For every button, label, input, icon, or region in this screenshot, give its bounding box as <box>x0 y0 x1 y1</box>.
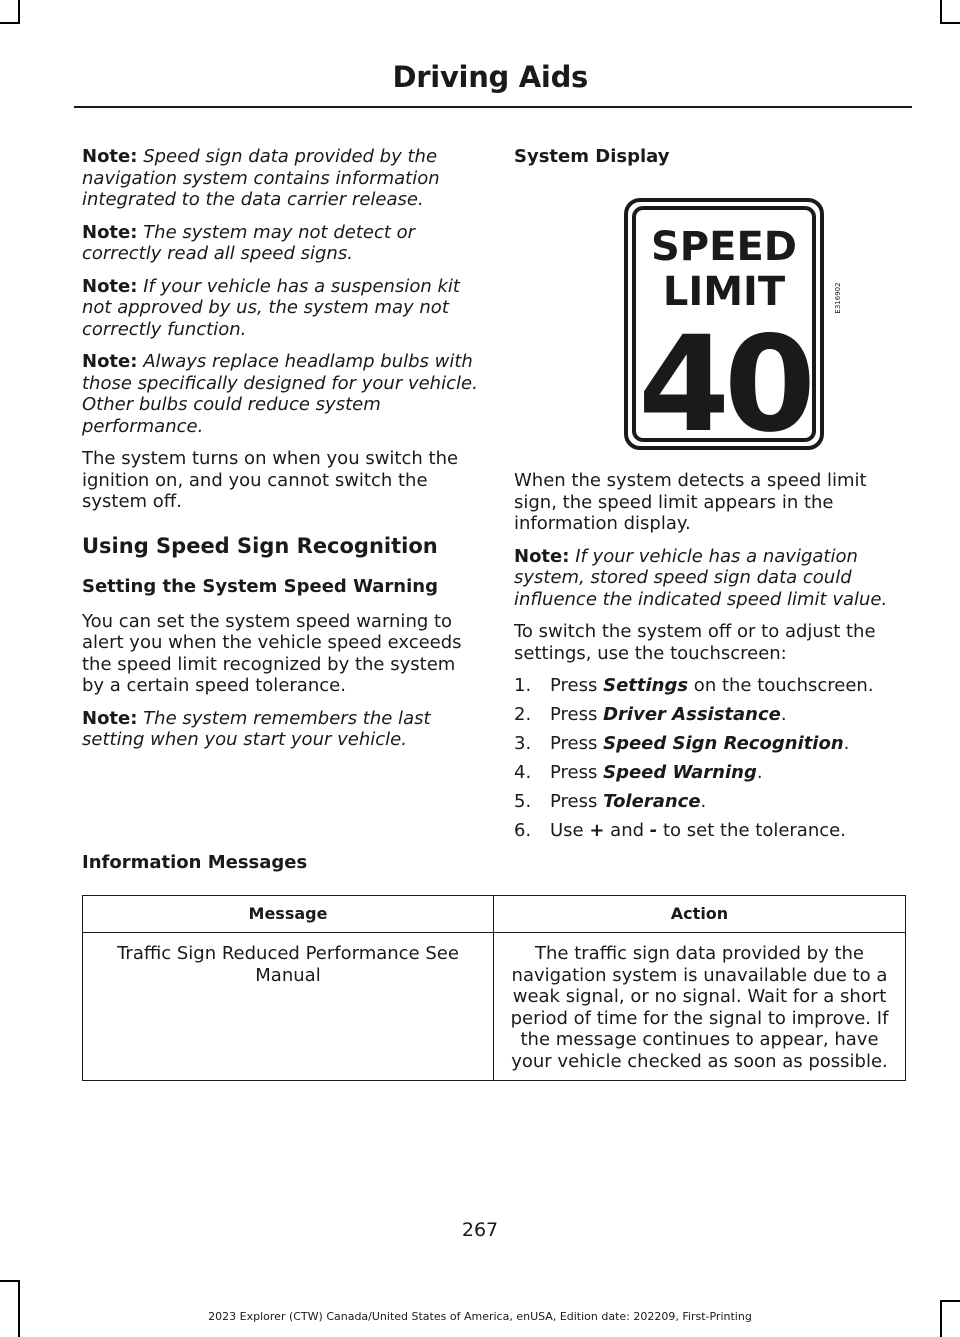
speed-limit-sign-icon <box>624 198 842 462</box>
note-text: The system remembers the last setting when you start your vehicle. <box>82 707 431 750</box>
table-header-row <box>83 896 906 933</box>
column-header-action: Action <box>494 896 906 933</box>
section-title: Driving Aids <box>392 60 588 94</box>
note-label: Note: <box>82 707 138 729</box>
note-label: Note: <box>514 545 570 567</box>
step-mid: and <box>604 820 650 841</box>
crop-mark <box>940 22 960 24</box>
crop-mark <box>940 0 942 22</box>
note-label: Note: <box>82 351 138 372</box>
column-header-message: Message <box>83 896 494 933</box>
sign-line-speed: SPEED <box>651 224 797 270</box>
step-keyword: Tolerance <box>603 791 701 812</box>
step-keyword: Settings <box>603 675 689 696</box>
crop-mark <box>18 1280 20 1337</box>
table-row <box>83 933 906 1081</box>
note-headlamp <box>82 351 480 437</box>
para-switch-off: To switch the system off or to adjust the settings, use the touchscreen: <box>514 621 876 664</box>
step-keyword: Speed Warning <box>603 762 757 783</box>
step-keyword: + <box>589 820 605 841</box>
step-pre: Press <box>550 733 604 754</box>
left-column <box>82 146 480 762</box>
step-text <box>550 791 706 813</box>
note-text: If your vehicle has a suspension kit not approved by us, the system may not correctly function. <box>82 275 460 340</box>
step-pre: Press <box>550 704 604 725</box>
step-item <box>514 704 906 726</box>
note-text: The system may not detect or correctly read all speed signs. <box>82 221 416 264</box>
step-post: to set the tolerance. <box>657 820 846 841</box>
note-detection <box>82 222 480 265</box>
step-text <box>550 675 874 697</box>
note-text: If your vehicle has a navigation system, stored speed sign data could influence the indicated speed limit value. <box>514 545 888 610</box>
step-keyword: Driver Assistance <box>603 704 781 725</box>
step-number: 3. <box>514 733 532 754</box>
step-post: . <box>843 733 850 754</box>
page-number: 267 <box>461 1219 499 1241</box>
heading-information-messages: Information Messages <box>82 852 308 873</box>
footer-edition: 2023 Explorer (CTW) Canada/United States of America, enUSA, Edition date: 202209, First-Printing <box>208 1310 752 1323</box>
step-keyword: - <box>649 820 658 841</box>
step-post: . <box>700 791 707 812</box>
heading-setting-speed-warning: Setting the System Speed Warning <box>82 575 438 597</box>
step-keyword: Speed Sign Recognition <box>603 733 844 754</box>
note-label: Note: <box>82 146 138 167</box>
step-item <box>514 791 906 813</box>
note-navigation <box>514 546 906 611</box>
note-text: Speed sign data provided by the navigation system contains information integrated to the data carrier release. <box>82 146 440 210</box>
information-messages-table <box>82 895 906 1081</box>
step-pre: Press <box>550 675 604 696</box>
step-item <box>514 820 906 842</box>
para-system-on: The system turns on when you switch the ignition on, and you cannot switch the system off. <box>82 448 459 512</box>
step-pre: Press <box>550 791 604 812</box>
step-text <box>550 733 849 755</box>
step-text <box>550 762 763 784</box>
step-post: . <box>780 704 787 725</box>
step-text <box>550 704 787 726</box>
step-number: 6. <box>514 820 532 841</box>
crop-mark <box>0 22 20 24</box>
para-set-warning: You can set the system speed warning to alert you when the vehicle speed exceeds the speed limit recognized by the system by a certain speed tolerance. <box>82 610 462 696</box>
step-text <box>550 820 846 842</box>
sign-line-limit: LIMIT <box>662 269 786 315</box>
heading-system-display: System Display <box>514 146 670 167</box>
para-detect: When the system detects a speed limit sign, the speed limit appears in the information display. <box>514 470 867 534</box>
step-number: 4. <box>514 762 532 783</box>
note-label: Note: <box>82 275 138 297</box>
note-remembers-setting <box>82 708 480 751</box>
crop-mark <box>0 1280 20 1282</box>
header-rule <box>74 106 912 108</box>
sign-figure-ref: E316902 <box>834 282 842 314</box>
steps-list <box>514 675 906 842</box>
step-item <box>514 762 906 784</box>
step-pre: Press <box>550 762 604 783</box>
crop-mark <box>18 0 20 22</box>
step-number: 5. <box>514 791 532 812</box>
crop-mark <box>940 1300 960 1302</box>
note-suspension <box>82 276 480 341</box>
step-pre: Use <box>550 820 590 841</box>
step-post: . <box>756 762 763 783</box>
step-number: 1. <box>514 675 532 696</box>
step-post: on the touchscreen. <box>688 675 874 696</box>
sign-speed-value: 40 <box>638 308 810 462</box>
note-data-carrier <box>82 146 480 211</box>
heading-using-speed-sign: Using Speed Sign Recognition <box>82 533 438 558</box>
speed-limit-sign-illustration <box>624 198 842 462</box>
step-item <box>514 733 906 755</box>
step-number: 2. <box>514 704 532 725</box>
cell-action: The traffic sign data provided by the navigation system is unavailable due to a weak signal, or no signal. Wait for a short period of time for the signal to improve. If the message continues to appear, have your vehicle checked as soon as possible. <box>494 933 906 1081</box>
note-text: Always replace headlamp bulbs with those specifically designed for your vehicle. Other bulbs could reduce system performance. <box>82 351 478 437</box>
step-item <box>514 675 906 697</box>
cell-message: Traffic Sign Reduced Performance See Manual <box>83 933 494 1081</box>
right-column <box>514 146 906 849</box>
note-label: Note: <box>82 221 138 243</box>
